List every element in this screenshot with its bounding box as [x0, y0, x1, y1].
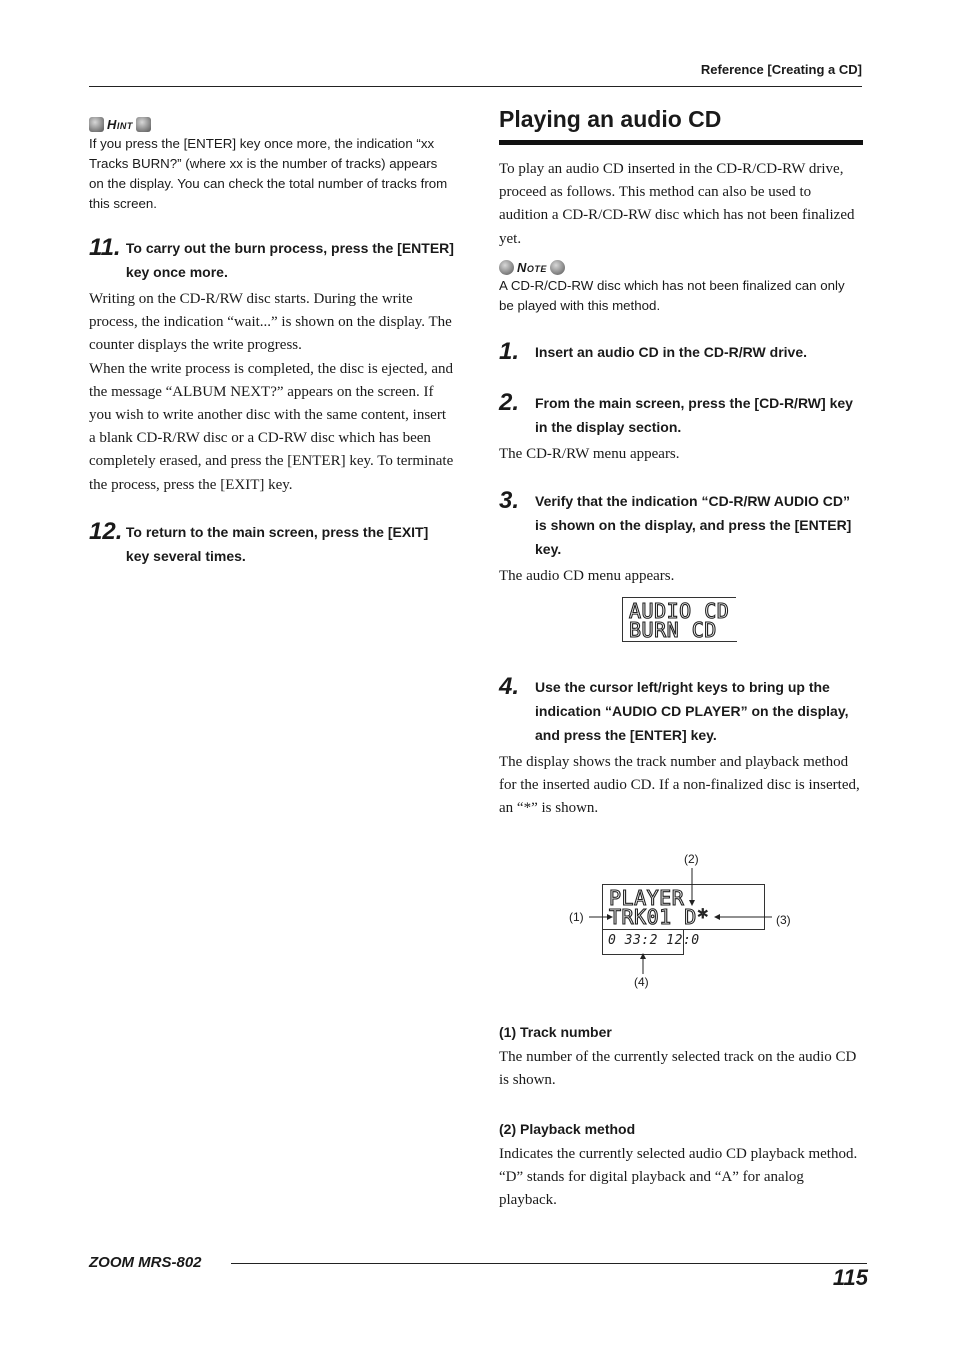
step-heading: From the main screen, press the [CD-R/RW] key in the display section. [535, 395, 853, 435]
lcd-bottom-edge [622, 641, 737, 642]
callout-2: (2) [684, 852, 699, 866]
hint-left-icon [89, 117, 104, 132]
step-number: 2. [499, 389, 520, 416]
lcd-display-menu [622, 597, 736, 642]
step-2 [499, 391, 863, 466]
item-heading: (2) Playback method [499, 1121, 636, 1137]
step-body: When the write process is completed, the disc is ejected, and the message “ALBUM NEXT?” appears on the screen. If you wish to write another disc with the same content, insert a blank CD-R/RW disc or a CD-RW disc which has been completely erased, and press the [ENTER] key. To terminate the process, press the [EXIT] key. [89, 360, 454, 493]
hint-label: Hint [107, 117, 133, 132]
step-heading: To carry out the burn process, press the [ENTER] key once more. [125, 240, 454, 280]
step-body: The audio CD menu appears. [499, 568, 675, 584]
lcd-line-2: BURN CD [629, 618, 717, 642]
step-number: 3. [499, 487, 520, 514]
step-body: The CD-R/RW menu appears. [499, 446, 680, 462]
step-4 [499, 675, 863, 821]
callout-arrows [560, 848, 810, 993]
note-left-icon [499, 260, 514, 275]
item-heading: (1) Track number [499, 1024, 612, 1040]
header-rule [89, 86, 862, 87]
running-header: Reference [Creating a CD] [700, 62, 862, 77]
footer-rule [231, 1263, 867, 1264]
lcd-line-2: TRK01 D* [609, 905, 710, 929]
note-label-row [499, 260, 863, 275]
callout-3: (3) [776, 913, 791, 927]
step-1 [499, 340, 863, 364]
step-number: 4. [499, 673, 520, 700]
callout-1: (1) [569, 910, 584, 924]
item-track-number [499, 1024, 863, 1092]
note-text: A CD-R/CD-RW disc which has not been finalized can only be played with this method. [499, 278, 845, 313]
page-number: 115 [832, 1265, 868, 1290]
step-heading: Verify that the indication “CD-R/RW AUDIO CD” is shown on the display, and press the [ENTER] key. [535, 493, 852, 557]
lcd-line-1: AUDIO CD [629, 599, 730, 623]
step-heading: Use the cursor left/right keys to bring up the indication “AUDIO CD PLAYER” on the display, and press the [ENTER] key. [535, 679, 849, 743]
item-body: Indicates the currently selected audio CD playback method. “D” stands for digital playback and “A” for analog playback. [499, 1146, 858, 1209]
lcd-counter: 0 33:2 12:0 [608, 933, 700, 948]
step-12 [89, 520, 455, 568]
step-11 [89, 236, 455, 497]
step-heading: To return to the main screen, press the [EXIT] key several times. [125, 524, 429, 564]
step-number: 11. [89, 234, 121, 261]
note-label: Note [517, 260, 547, 275]
step-heading: Insert an audio CD in the CD-R/RW drive. [535, 344, 807, 360]
hint-label-row [89, 117, 455, 132]
note-box [499, 260, 863, 316]
note-right-icon [550, 260, 565, 275]
lcd-line-1: PLAYER [609, 886, 685, 910]
step-3 [499, 489, 863, 588]
step-number: 1. [499, 338, 520, 365]
hint-right-icon [136, 117, 151, 132]
step-body: Writing on the CD-R/RW disc starts. During the write process, the indication “wait...” is shown on the display. The counter displays the write progress. [89, 291, 452, 354]
item-body: The number of the currently selected track on the audio CD is shown. [499, 1049, 857, 1089]
hint-box [89, 117, 455, 214]
section-title: Playing an audio CD [499, 106, 722, 132]
step-number: 12. [89, 518, 123, 545]
intro-text: To play an audio CD inserted in the CD-R/CD-RW drive, proceed as follows. This method can also be used to audition a CD-R/CD-RW disc which has not been finalized yet. [499, 161, 855, 247]
hint-text: If you press the [ENTER] key once more, the indication “xx Tracks BURN?” (where xx is the number of tracks) appears on the display. You can check the total number of tracks from this screen. [89, 136, 448, 211]
player-display-diagram [560, 848, 810, 993]
title-rule [499, 140, 863, 145]
item-playback-method [499, 1121, 863, 1213]
footer-brand: ZOOM MRS-802 [89, 1254, 202, 1271]
step-body: The display shows the track number and playback method for the inserted audio CD. If a non-finalized disc is inserted, an “*” is shown. [499, 754, 860, 817]
callout-4: (4) [634, 975, 649, 989]
